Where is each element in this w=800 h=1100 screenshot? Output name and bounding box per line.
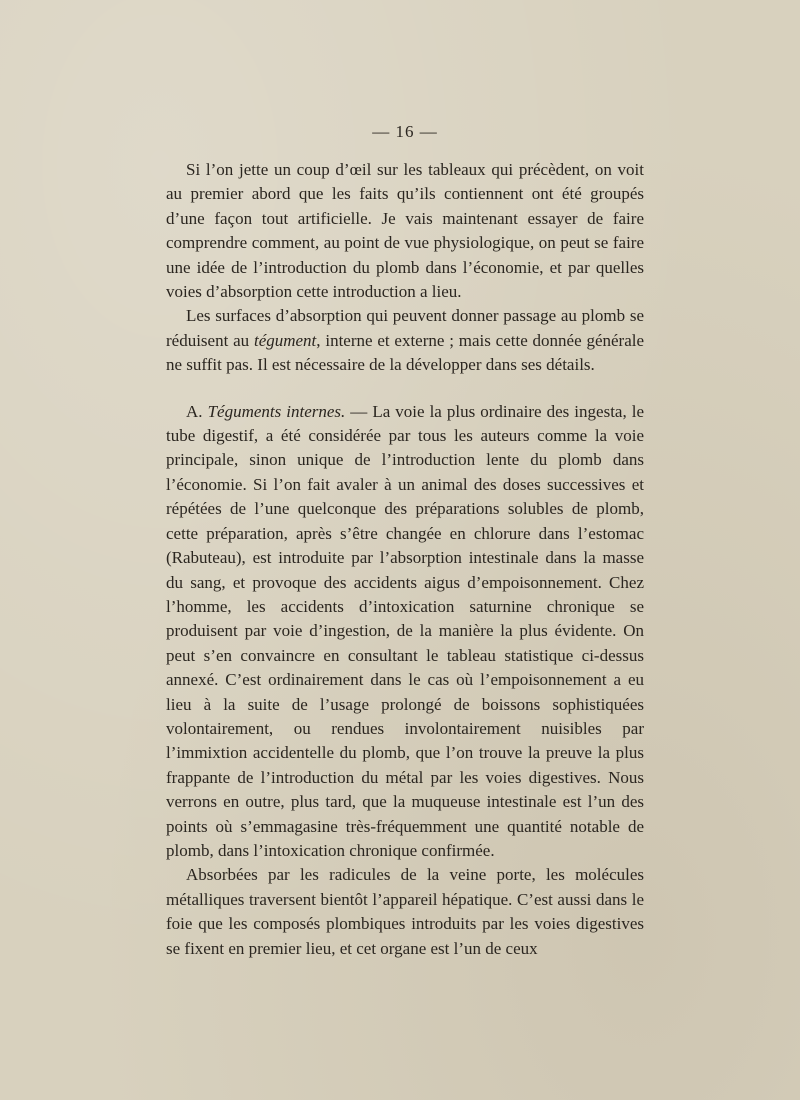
page-text	[166, 120, 644, 961]
paragraph-3-body: — La voie la plus ordinaire des ingesta, le tube digestif, a été considérée par tous les auteurs comme la voie principale, sinon unique de l’introduction lente du plomb dans l’économie. Si l’on fait avaler à un animal des doses successives et répétées de l’une quelconque des préparations solubles de plomb, cette préparation, après s’être changée en chlorure dans l’estomac (Rabuteau), est introduite par l’absorption intestinale dans la masse du sang, et provoque des accidents aigus d’empoisonnement. Chez l’homme, les accidents d’intoxication saturnine chronique se produisent par voie d’ingestion, de la manière la plus évidente. On peut s’en convaincre en consultant le tableau statistique ci-dessus annexé. C’est ordinairement dans le cas où l’empoisonnement a eu lieu à la suite de l’usage prolongé de boissons sophistiquées volontairement, ou rendues involontairement nuisibles par l’immixtion accidentelle du plomb, que l’on trouve la preuve la plus frappante de l’introduction du métal par les voies digestives. Nous verrons en outre, plus tard, que la muqueuse intestinale est l’un des points où s’emmagasine très-fréquemment une quantité notable de plomb, dans l’intoxication chronique confirmée.	[166, 401, 645, 860]
paragraph-2-italic-term: tégument	[253, 330, 317, 350]
section-heading: Téguments internes.	[207, 401, 346, 421]
paragraph-3	[166, 400, 644, 864]
page-number: — 16 —	[372, 122, 438, 141]
section-letter: A.	[186, 401, 203, 421]
paragraph-4: Absorbées par les radicules de la veine porte, les molécules métalliques traversent bientôt l’appareil hépatique. C’est aussi dans le foie que les composés plombiques introduits par les voies digestives se fixent en premier lieu, et cet organe est l’un de ceux	[166, 865, 644, 958]
paragraph-2-start: Les surfaces d’absorption qui peuvent donner passage au plomb se réduisent au	[166, 306, 644, 350]
paragraph-1: Si l’on jette un coup d’œil sur les tableaux qui précèdent, on voit au premier abord que les faits qu’ils contiennent ont été groupés d’une façon tout artificielle. Je vais maintenant essayer de faire comprendre comment, au point de vue physiologique, on peut se faire une idée de l’introduction du plomb dans l’économie, et par quelles voies d’absorption cette introduction a lieu.	[166, 160, 644, 302]
section-gap	[166, 378, 644, 400]
paragraph-2-end: , interne et externe ; mais cette donnée générale ne suffit pas. Il est nécessaire de la développer dans ses détails.	[166, 330, 645, 375]
paragraph-2	[166, 304, 644, 377]
